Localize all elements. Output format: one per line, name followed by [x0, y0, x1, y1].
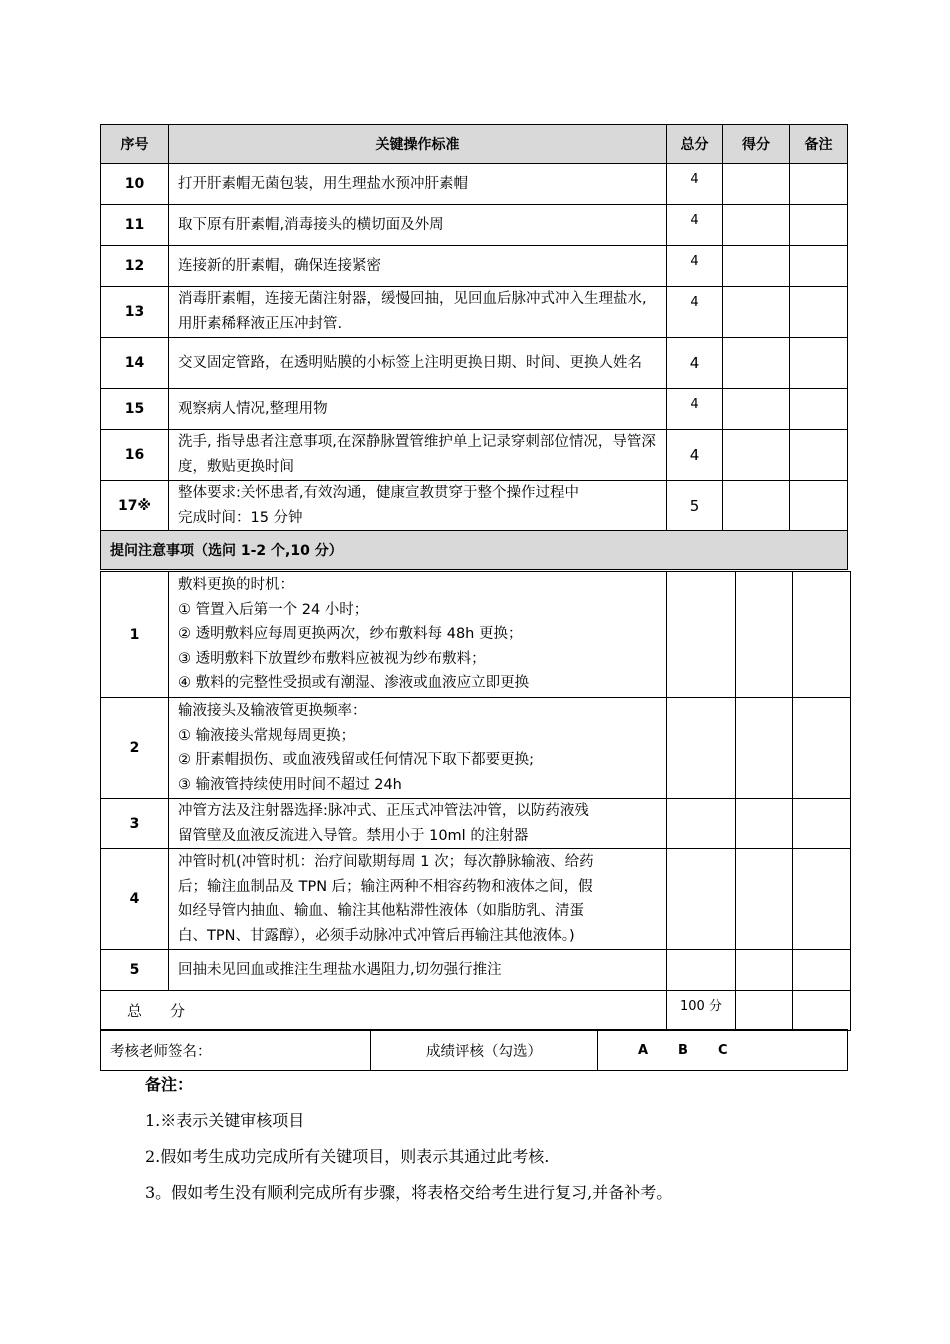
- question-line: 冲管时机(冲管时机：治疗间歇期每周 1 次；每次静脉输液、给药: [178, 854, 594, 870]
- table-row: [101, 338, 848, 389]
- row-score: 4: [667, 164, 723, 205]
- header-remark: 备注: [790, 125, 848, 164]
- row-no: 17※: [101, 481, 169, 531]
- total-label: [101, 991, 667, 1031]
- row-no: 12: [101, 246, 169, 287]
- question-remark-cell: [793, 698, 851, 799]
- question-row: [101, 572, 851, 698]
- question-text: [169, 799, 667, 849]
- row-remark-cell: [790, 246, 848, 287]
- questions-table: [100, 571, 851, 1031]
- question-line: 留管壁及血液反流进入导管。禁用小于 10ml 的注射器: [178, 827, 529, 844]
- operation-table: [100, 124, 848, 570]
- header-got: 得分: [723, 125, 790, 164]
- question-row: [101, 799, 851, 849]
- row-remark-cell: [790, 164, 848, 205]
- question-line: 冲管方法及注射器选择:脉冲式、正压式冲管法冲管，以防药液残: [178, 803, 589, 819]
- header-total: 总分: [667, 125, 723, 164]
- row-text: 取下原有肝素帽,消毒接头的横切面及外周: [169, 205, 667, 246]
- question-remark-cell: [793, 799, 851, 849]
- row-got-cell: [723, 246, 790, 287]
- question-line: ③ 透明敷料下放置纱布敷料应被视为纱布敷料；: [178, 650, 486, 667]
- question-text: [169, 849, 667, 950]
- table-row: [101, 164, 848, 205]
- question-text: [169, 698, 667, 799]
- grade-option-a[interactable]: A: [638, 1042, 649, 1058]
- question-line: 回抽未见回血或推注生理盐水遇阻力,切勿强行推注: [178, 961, 502, 978]
- questions-section-row: [101, 531, 848, 570]
- row-got-cell: [723, 164, 790, 205]
- question-remark-cell: [793, 572, 851, 698]
- question-line: ① 输液接头常规每周更换；: [178, 727, 356, 744]
- total-row: [101, 991, 851, 1031]
- question-got-cell: [736, 698, 793, 799]
- question-row: [101, 849, 851, 950]
- question-line: ② 肝素帽损伤、或血液残留或任何情况下取下都要更换;: [178, 752, 534, 768]
- note-line: 2.假如考生成功完成所有关键项目，则表示其通过此考核.: [145, 1147, 550, 1166]
- row-text: 交叉固定管路，在透明贴膜的小标签上注明更换日期、时间、更换人姓名: [169, 338, 667, 389]
- row-score: 4: [667, 389, 723, 430]
- grade-options: [598, 1030, 848, 1071]
- signature-table: [100, 1029, 848, 1071]
- note-line: 1.※表示关键审核项目: [145, 1111, 305, 1130]
- row-no: 11: [101, 205, 169, 246]
- header-standard: 关键操作标准: [169, 125, 667, 164]
- row-got-cell: [723, 481, 790, 531]
- question-line: 白、TPN、甘露醇），必须手动脉冲式冲管后再输注其他液体。): [178, 927, 575, 944]
- question-line: 输液接头及输液管更换频率：: [178, 703, 367, 719]
- question-line: ② 透明敷料应每周更换两次，纱布敷料每 48h 更换；: [178, 626, 523, 643]
- row-score: 5: [667, 481, 723, 531]
- questions-title: 提问注意事项（选问 1-2 个,10 分）: [101, 531, 848, 570]
- question-no: 2: [101, 698, 169, 799]
- total-label-b: 分: [170, 1002, 186, 1020]
- question-row: [101, 698, 851, 799]
- row-no: 16: [101, 430, 169, 481]
- question-score-cell: [667, 799, 736, 849]
- question-line: ④ 敷料的完整性受损或有潮湿、渗液或血液应立即更换: [178, 675, 530, 692]
- row-text-line: 整体要求:关怀患者,有效沟通，健康宣教贯穿于整个操作过程中: [178, 485, 579, 501]
- question-no: 4: [101, 849, 169, 950]
- question-no: 1: [101, 572, 169, 698]
- question-line: 敷料更换的时机：: [178, 577, 294, 594]
- row-no: 14: [101, 338, 169, 389]
- question-text: [169, 950, 667, 991]
- row-remark-cell: [790, 481, 848, 531]
- table-row: [101, 287, 848, 338]
- note-line: 3。假如考生没有顺利完成所有步骤，将表格交给考生进行复习,并备补考。: [145, 1183, 673, 1202]
- question-line: 如经导管内抽血、输血、输注其他粘滞性液体（如脂肪乳、清蛋: [178, 903, 584, 919]
- row-got-cell: [723, 430, 790, 481]
- table-row: [101, 389, 848, 430]
- question-score-cell: [667, 849, 736, 950]
- notes-block: [145, 1072, 672, 1211]
- table-row: [101, 481, 848, 531]
- row-score: 4: [667, 287, 723, 338]
- question-got-cell: [736, 572, 793, 698]
- row-score: 4: [667, 338, 723, 389]
- row-got-cell: [723, 205, 790, 246]
- row-score: 4: [667, 205, 723, 246]
- table-header-row: [101, 125, 848, 164]
- header-no: 序号: [101, 125, 169, 164]
- row-remark-cell: [790, 389, 848, 430]
- table-row: [101, 205, 848, 246]
- table-row: [101, 430, 848, 481]
- signature-row: [101, 1030, 848, 1071]
- question-got-cell: [736, 849, 793, 950]
- question-score-cell: [667, 698, 736, 799]
- row-no: 10: [101, 164, 169, 205]
- row-text: 消毒肝素帽，连接无菌注射器，缓慢回抽，见回血后脉冲式冲入生理盐水,用肝素稀释液正压冲封管.: [169, 287, 667, 338]
- grade-label: 成绩评核（勾选）: [371, 1030, 598, 1071]
- grade-option-b[interactable]: B: [678, 1042, 688, 1058]
- row-text: 打开肝素帽无菌包装，用生理盐水预冲肝素帽: [169, 164, 667, 205]
- row-got-cell: [723, 287, 790, 338]
- row-text: 连接新的肝素帽，确保连接紧密: [169, 246, 667, 287]
- row-remark-cell: [790, 338, 848, 389]
- row-remark-cell: [790, 287, 848, 338]
- total-remark-cell: [793, 991, 851, 1031]
- question-text: [169, 572, 667, 698]
- question-score-cell: [667, 572, 736, 698]
- row-score: 4: [667, 246, 723, 287]
- row-text: 洗手, 指导患者注意事项,在深静脉置管维护单上记录穿刺部位情况，导管深度，敷贴更换时间: [169, 430, 667, 481]
- row-no: 13: [101, 287, 169, 338]
- question-score-cell: [667, 950, 736, 991]
- row-text-line: 完成时间：15 分钟: [178, 509, 303, 526]
- question-remark-cell: [793, 950, 851, 991]
- question-line: ① 管置入后第一个 24 小时；: [178, 601, 369, 618]
- row-text: [169, 481, 667, 531]
- question-no: 3: [101, 799, 169, 849]
- row-score: 4: [667, 430, 723, 481]
- row-remark-cell: [790, 205, 848, 246]
- question-line: 后；输注血制品及 TPN 后；输注两种不相容药物和液体之间，假: [178, 878, 593, 895]
- row-remark-cell: [790, 430, 848, 481]
- teacher-signature-label: 考核老师签名：: [101, 1030, 371, 1071]
- grade-option-c[interactable]: C: [718, 1042, 728, 1058]
- table-row: [101, 246, 848, 287]
- row-no: 15: [101, 389, 169, 430]
- notes-title: 备注：: [145, 1075, 194, 1094]
- total-label-a: 总: [127, 1002, 143, 1020]
- question-got-cell: [736, 799, 793, 849]
- row-text: 观察病人情况,整理用物: [169, 389, 667, 430]
- question-remark-cell: [793, 849, 851, 950]
- row-got-cell: [723, 338, 790, 389]
- total-score: 100 分: [667, 991, 736, 1031]
- total-got-cell: [736, 991, 793, 1031]
- question-got-cell: [736, 950, 793, 991]
- question-no: 5: [101, 950, 169, 991]
- question-line: ③ 输液管持续使用时间不超过 24h: [178, 776, 402, 793]
- question-row: [101, 950, 851, 991]
- row-got-cell: [723, 389, 790, 430]
